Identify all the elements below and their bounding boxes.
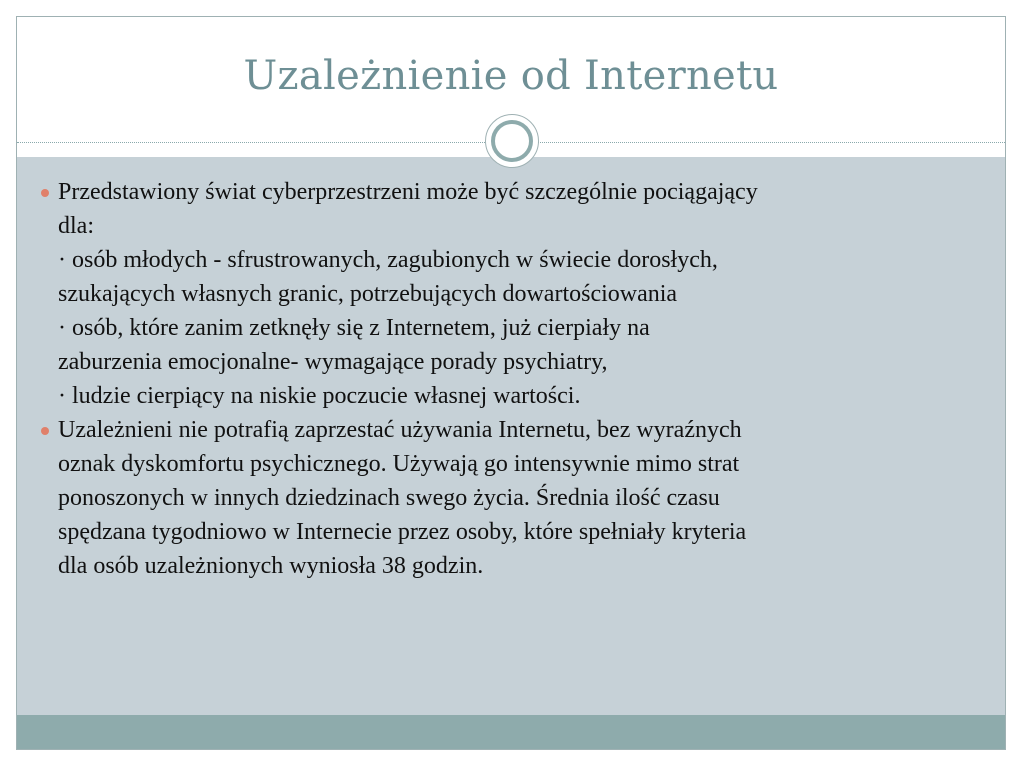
bullet-line: oznak dyskomfortu psychicznego. Używają go intensywnie mimo strat — [58, 451, 740, 477]
circle-ornament-icon — [485, 114, 539, 168]
bullet-line: dla: — [58, 213, 94, 239]
footer-band — [17, 715, 1005, 749]
bullet-line: Przedstawiony świat cyberprzestrzeni może być szczególnie pociągający — [58, 179, 758, 205]
bullet-line: dla osób uzależnionych wyniosła 38 godzin. — [58, 553, 484, 579]
bullet-dot-icon — [41, 427, 49, 435]
bullet-line: ponoszonych w innych dziedzinach swego życia. Średnia ilość czasu — [58, 485, 720, 511]
bullet-line: · osób młodych - sfrustrowanych, zagubionych w świecie dorosłych, — [58, 247, 718, 273]
bullet-dot-icon — [41, 189, 49, 197]
slide-title: Uzależnienie od Internetu — [243, 53, 779, 99]
bullet-line: · osób, które zanim zetknęły się z Internetem, już cierpiały na — [58, 315, 650, 341]
bullet-list — [58, 175, 958, 583]
bullet-line: spędzana tygodniowo w Internecie przez osoby, które spełniały kryteria — [58, 519, 747, 545]
bullet-item-1 — [58, 175, 958, 413]
bullet-line: zaburzenia emocjonalne- wymagające porady psychiatry, — [58, 349, 608, 375]
bullet-line: szukających własnych granic, potrzebujących dowartościowania — [58, 281, 678, 307]
circle-ornament-inner — [491, 120, 533, 162]
bullet-item-2 — [58, 413, 958, 583]
bullet-line: Uzależnieni nie potrafią zaprzestać używania Internetu, bez wyraźnych — [58, 417, 742, 443]
bullet-line: · ludzie cierpiący na niskie poczucie własnej wartości. — [58, 383, 581, 409]
